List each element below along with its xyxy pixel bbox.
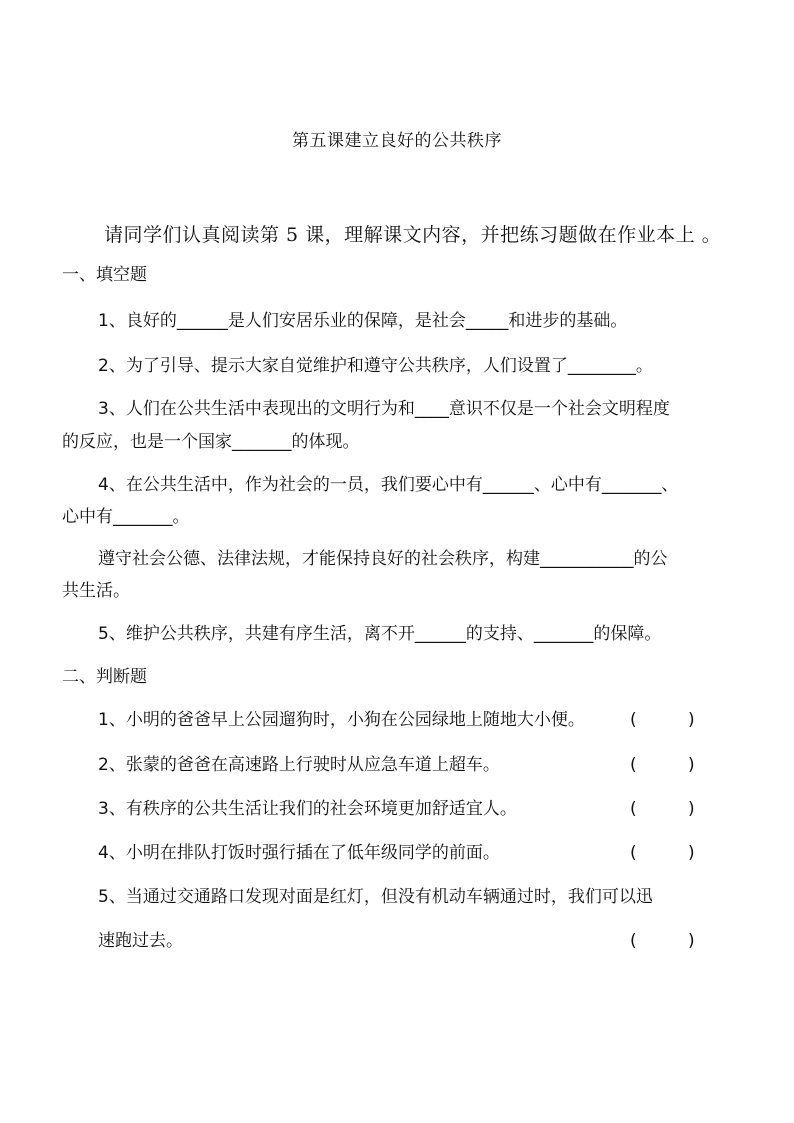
fill-blank-question-3-line-2: 的反应，也是一个国家_______的体现。 xyxy=(62,432,360,452)
true-false-question-5-line-1: 5、当通过交通路口发现对面是红灯，但没有机动车辆通过时，我们可以迅 xyxy=(98,887,653,907)
true-false-question-2: 2、张蒙的爸爸在高速路上行驶时从应急车道上超车。 xyxy=(98,755,500,775)
fill-blank-paragraph-line-1: 遵守社会公德、法律法规，才能保持良好的社会秩序，构建___________的公 xyxy=(98,549,668,569)
paren-close: ) xyxy=(688,710,695,730)
true-false-question-5-line-2: 速跑过去。 xyxy=(98,931,183,951)
fill-blank-question-2: 2、为了引导、提示大家自觉维护和遵守公共秩序，人们设置了________。 xyxy=(98,356,653,376)
paren-close: ) xyxy=(688,931,695,951)
true-false-question-1: 1、小明的爸爸早上公园遛狗时，小狗在公园绿地上随地大小便。 xyxy=(98,710,585,730)
section-true-false-heading: 二、判断题 xyxy=(62,667,147,687)
paren-open: ( xyxy=(630,799,637,819)
paren-close: ) xyxy=(688,799,695,819)
paren-open: ( xyxy=(630,843,637,863)
paren-close: ) xyxy=(688,755,695,775)
fill-blank-question-5: 5、维护公共秩序，共建有序生活，离不开______的支持、_______的保障。 xyxy=(98,624,662,644)
section-fill-blank-heading: 一、填空题 xyxy=(62,265,147,285)
intro-instruction: 请同学们认真阅读第 5 课，理解课文内容，并把练习题做在作业本上 。 xyxy=(104,224,722,246)
paren-open: ( xyxy=(630,931,637,951)
paren-open: ( xyxy=(630,755,637,775)
fill-blank-question-4-line-1: 4、在公共生活中，作为社会的一员，我们要心中有______、心中有_______、 xyxy=(98,475,679,495)
paren-close: ) xyxy=(688,843,695,863)
paren-open: ( xyxy=(630,710,637,730)
page-title: 第五课建立良好的公共秩序 xyxy=(292,131,502,151)
true-false-question-3: 3、有秩序的公共生活让我们的社会环境更加舒适宜人。 xyxy=(98,799,517,819)
fill-blank-paragraph-line-2: 共生活。 xyxy=(62,581,130,601)
true-false-question-4: 4、小明在排队打饭时强行插在了低年级同学的前面。 xyxy=(98,843,500,863)
fill-blank-question-1: 1、良好的______是人们安居乐业的保障，是社会_____和进步的基础。 xyxy=(98,311,628,331)
fill-blank-question-3-line-1: 3、人们在公共生活中表现出的文明行为和____意识不仅是一个社会文明程度 xyxy=(98,399,670,419)
fill-blank-question-4-line-2: 心中有_______。 xyxy=(62,507,190,527)
